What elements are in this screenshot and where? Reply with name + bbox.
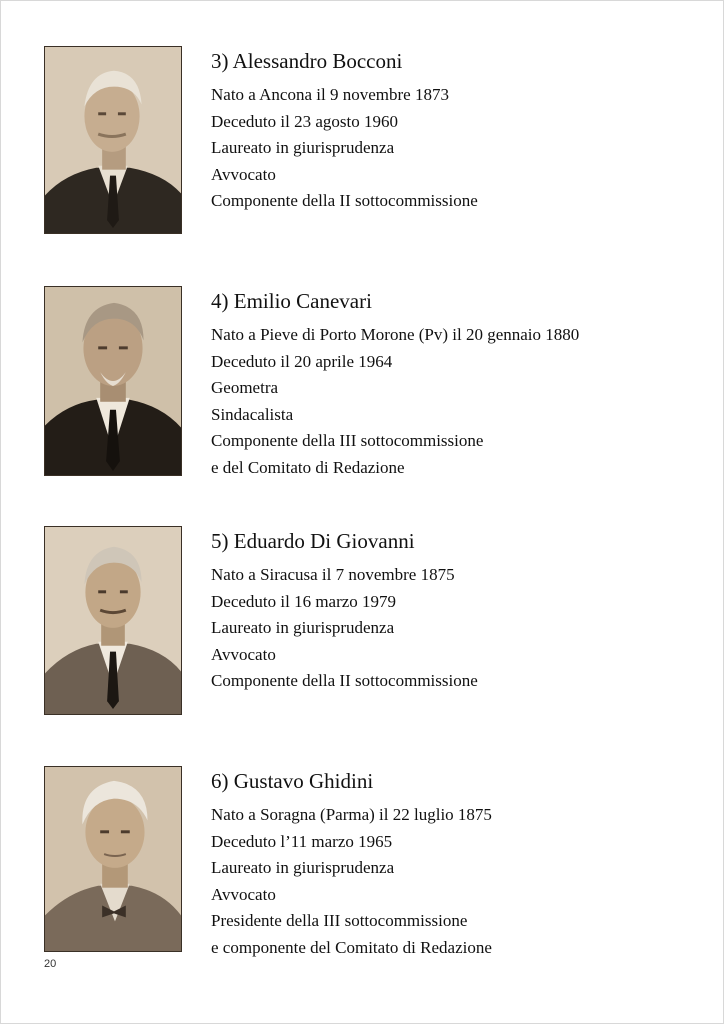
bio-line: Nato a Siracusa il 7 novembre 1875 [211,565,455,584]
person-name: 4) Emilio Canevari [211,289,372,313]
portrait-photo [44,286,182,476]
bio-line: Avvocato [211,644,276,664]
bio-line: Componente della II sottocommissione [211,671,478,690]
bio-line: e del Comitato di Redazione [211,457,405,477]
bio-line: Geometra [211,378,279,397]
bio-line: Laureato in giurisprudenza [211,858,395,877]
person-name: 6) Gustavo Ghidini [211,769,374,793]
bio-line: Laureato in giurisprudenza [211,138,395,157]
bio-line: e componente del Comitato di Redazione [211,937,492,957]
bio-line: Nato a Soragna (Parma) il 22 luglio 1875 [211,805,492,824]
bio-line: Presidente della III sottocommissione [211,911,468,930]
bio-line: Laureato in giurisprudenza [211,618,395,637]
bio-line: Deceduto il 20 aprile 1964 [211,351,393,371]
page-number: 20 [44,958,57,970]
bio-line: Avvocato [211,164,276,184]
person-name: 3) Alessandro Bocconi [211,49,403,73]
bio-line: Sindacalista [211,404,294,424]
bio-line: Deceduto l’11 marzo 1965 [211,831,393,851]
portrait-photo [44,526,182,715]
bio-line: Nato a Ancona il 9 novembre 1873 [211,85,449,104]
bio-line: Avvocato [211,884,276,904]
bio-line: Deceduto il 16 marzo 1979 [211,591,397,611]
bio-line: Componente della III sottocommissione [211,431,484,450]
bio-line: Nato a Pieve di Porto Morone (Pv) il 20 gennaio 1880 [211,325,580,344]
portrait-photo [44,46,182,234]
person-name: 5) Eduardo Di Giovanni [211,529,415,553]
portrait-photo [44,766,182,952]
bio-line: Componente della II sottocommissione [211,191,478,210]
bio-line: Deceduto il 23 agosto 1960 [211,111,398,131]
